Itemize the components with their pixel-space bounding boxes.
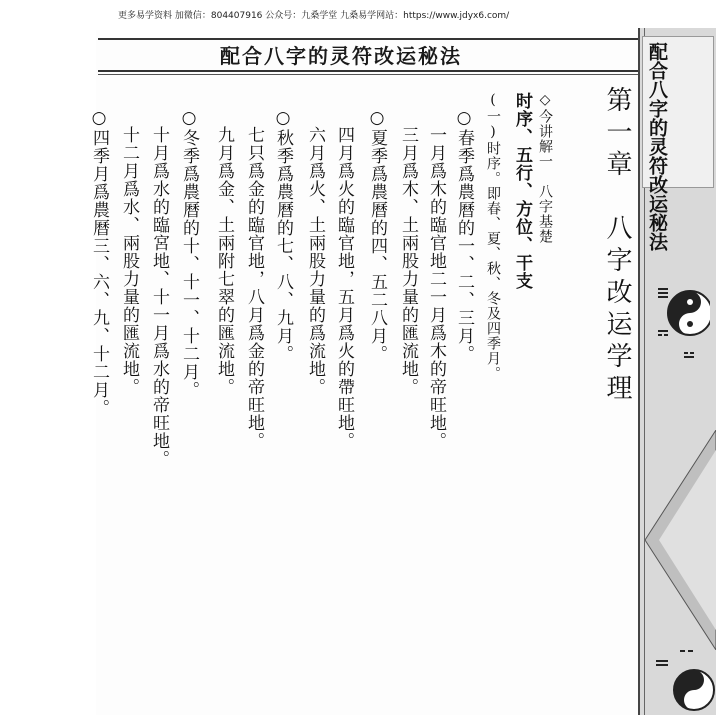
header-rule xyxy=(98,74,638,75)
side-band-rule xyxy=(638,28,640,715)
text-column: 一月爲木的臨官地二一月爲木的帝旺地。 xyxy=(426,126,446,450)
text-column: ○夏季爲農曆的四、五二八月。 xyxy=(367,108,387,363)
chapter-title: 第一章 八字改运学理 xyxy=(602,86,632,406)
text-column: (一)时序。即春、夏、秋、冬及四季月。 xyxy=(485,92,501,381)
header-title: 配合八字的灵符改运秘法 xyxy=(220,44,462,68)
text-column: ◇今讲解一 八字基楚 xyxy=(537,92,553,244)
text-column: ○冬季爲農曆的十、十一、十二月。 xyxy=(179,108,199,399)
text-column: 七只爲金的臨官地，八月爲金的帝旺地。 xyxy=(244,126,264,450)
header-rule xyxy=(98,70,638,72)
side-title: 配合八字的灵符改运秘法 xyxy=(645,42,668,251)
text-column: 三月爲木、土兩股力量的匯流地。 xyxy=(398,126,418,396)
text-column: ○秋季爲農曆的七、八、九月。 xyxy=(273,108,293,363)
text-column: 十二月爲水、兩股力量的匯流地。 xyxy=(119,126,139,396)
bagua-icon xyxy=(650,640,716,715)
bagua-icon xyxy=(650,268,710,378)
text-column: 时序、五行、方位、干支 xyxy=(512,92,532,290)
text-column: 六月爲火、土兩股力量的爲流地。 xyxy=(305,126,325,396)
side-triangle-decoration xyxy=(645,430,716,650)
text-column: 十月爲水的臨宮地、十一月爲水的帝旺地。 xyxy=(149,126,169,468)
text-column: ○春季爲農曆的一、二、三月。 xyxy=(454,108,474,363)
text-column: 四月爲火的臨官地，五月爲火的帶旺地。 xyxy=(334,126,354,450)
text-column: 九月爲金、土兩附七翠的匯流地。 xyxy=(214,126,234,396)
text-column: ○四季月爲農曆三、六、九、十二月。 xyxy=(89,108,109,417)
top-banner: 更多易学资料 加微信：804407916 公众号：九桑学堂 九桑易学网站：https://www.jdyx6.com/ xyxy=(118,11,510,21)
